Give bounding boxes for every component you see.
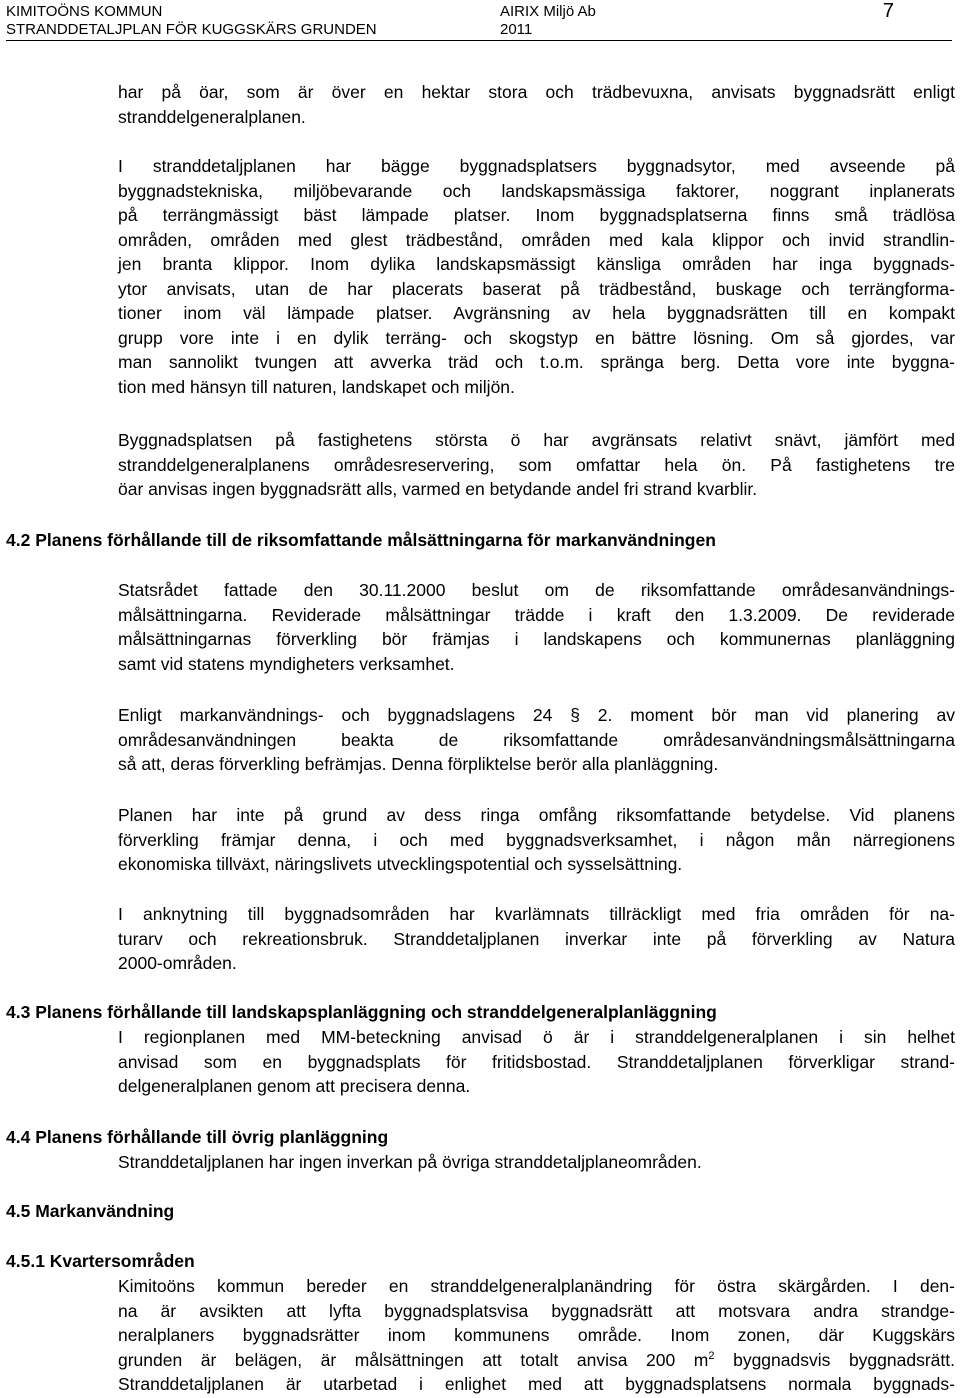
section-heading-4-5-1: 4.5.1 Kvartersområden	[6, 1251, 195, 1271]
text-line: områden, områden med glest trädbestånd, områden med kala klippor och invid strandlin-	[118, 229, 955, 250]
text-line: stranddelgeneralplanen.	[118, 106, 306, 127]
text-line: Byggnadsplatsen på fastighetens största ö har avgränsats relativt snävt, jämfört med	[118, 430, 955, 450]
text-line: Stranddetaljplanen har ingen inverkan på övriga stranddetaljplaneområden.	[118, 1152, 702, 1172]
text-line: har på öar, som är över en hektar stora och trädbevuxna, anvisats byggnadsrätt enligt	[118, 82, 955, 102]
text-line: Kimitoöns kommun bereder en stranddelgeneralplanändring för östra skärgården. I den-	[118, 1276, 955, 1296]
text-line: byggnadstekniska, miljöbevarande och landskapsmässiga faktorer, noggrant inplanerats	[118, 180, 955, 201]
text-line: på terrängmässigt bäst lämpade platser. Inom byggnadsplatserna finns små trädlösa	[118, 205, 955, 225]
text-line: målsättningarna. Reviderade målsättningar trädde i kraft den 1.3.2009. De reviderade	[118, 604, 955, 625]
section-heading-4-2: 4.2 Planens förhållande till de riksomfattande målsättningarna för markanvändningen	[6, 530, 716, 550]
text-segment: grunden är belägen, är målsättningen att totalt anvisa 200 m	[118, 1349, 709, 1370]
text-segment: byggnadsvis byggnadsrätt.	[714, 1349, 955, 1370]
paragraph	[118, 803, 955, 877]
paragraph	[118, 902, 955, 976]
text-line: Planen har inte på grund av dess ringa omfång riksomfattande betydelse. Vid planens	[118, 805, 955, 825]
text-line: I anknytning till byggnadsområden har kvarlämnats tillräckligt med fria områden för na-	[118, 904, 955, 924]
text-line: målsättningarnas förverkling bör främjas i landskapens och kommunernas planläggning	[118, 629, 955, 649]
text-line: I regionplanen med MM-beteckning anvisad ö är i stranddelgeneralplanen i sin helhet	[118, 1027, 955, 1047]
text-line: man sannolikt tvungen att avverka träd och t.o.m. spränga berg. Detta vore inte byggna-	[118, 352, 955, 372]
text-line: Enligt markanvändnings- och byggnadslagens 24 § 2. moment bör man vid planering av	[118, 705, 955, 725]
superscript: 2	[708, 1349, 715, 1362]
text-line: na är avsikten att lyfta byggnadsplatsvisa byggnadsrätt att motsvara andra strandge-	[118, 1300, 955, 1321]
paragraph	[118, 578, 955, 676]
header-rule	[6, 40, 952, 41]
text-line: ytor anvisats, utan de har placerats baserat på trädbestånd, buskage och terrängforma-	[118, 278, 955, 299]
text-line: anvisad som en byggnadsplats för fritidsbostad. Stranddetaljplanen förverkligar strand-	[118, 1051, 955, 1072]
text-line: förverkling främjar denna, i och med byggnadsverksamhet, i någon mån närregionens	[118, 829, 955, 850]
text-line: 2000-områden.	[118, 953, 237, 973]
section-heading-4-3: 4.3 Planens förhållande till landskapsplanläggning och stranddelgeneralplanläggning	[6, 1002, 717, 1022]
paragraph	[118, 154, 955, 399]
text-line: Statsrådet fattade den 30.11.2000 beslut om de riksomfattande områdesanvändnings-	[118, 580, 955, 600]
page-header	[0, 0, 960, 44]
header-municipality: KIMITOÖNS KOMMUN	[6, 3, 163, 20]
paragraph	[118, 428, 955, 502]
paragraph	[118, 1025, 955, 1099]
text-line: ekonomiska tillväxt, näringslivets utvecklingspotential och sysselsättning.	[118, 854, 683, 874]
text-line: samt vid statens myndigheters verksamhet.	[118, 653, 455, 674]
section-heading-4-4: 4.4 Planens förhållande till övrig planläggning	[6, 1127, 389, 1147]
text-line: Stranddetaljplanen är utarbetad i enlighet med att byggnadsplatsens normala byggnads-	[118, 1374, 955, 1394]
paragraph	[118, 80, 955, 129]
text-line: I stranddetaljplanen har bägge byggnadsplatsers byggnadsytor, med avseende på	[118, 156, 955, 176]
text-line: tioner inom väl lämpade platser. Avgränsning av hela byggnadsrätten till en kompakt	[118, 303, 955, 323]
header-plan-title: STRANDDETALJPLAN FÖR KUGGSKÄRS GRUNDEN	[6, 21, 377, 38]
header-company: AIRIX Miljö Ab	[500, 3, 596, 20]
paragraph	[118, 1150, 955, 1175]
text-line	[118, 1348, 955, 1373]
text-line: tion med hänsyn till naturen, landskapet och miljön.	[118, 376, 515, 397]
section-heading-4-5: 4.5 Markanvändning	[6, 1201, 175, 1221]
text-line: grupp vore inte i en dylik terräng- och skogstyp en bättre lösning. Om så gjordes, var	[118, 327, 955, 348]
text-line: turarv och rekreationsbruk. Stranddetaljplanen inverkar inte på förverkling av Natura	[118, 928, 955, 949]
paragraph	[118, 703, 955, 777]
text-line: öar anvisas ingen byggnadsrätt alls, varmed en betydande andel fri strand kvarblir.	[118, 479, 758, 499]
paragraph	[118, 1274, 955, 1397]
text-line: delgeneralplanen genom att precisera denna.	[118, 1076, 471, 1096]
text-line: neralplaners byggnadsrätter inom kommunens område. Inom zonen, där Kuggskärs	[118, 1325, 955, 1345]
text-line: områdesanvändningen beakta de riksomfattande områdesanvändningsmålsättningarna	[118, 729, 955, 750]
page-number: 7	[882, 0, 894, 22]
text-line: så att, deras förverkling befrämjas. Denna förpliktelse berör alla planläggning.	[118, 754, 719, 774]
header-year: 2011	[500, 21, 533, 38]
text-line: stranddelgeneralplanens områdesreservering, som omfattar hela ön. På fastighetens tre	[118, 454, 955, 475]
text-line: jen branta klippor. Inom dylika landskapsmässigt känsliga områden har inga byggnads-	[118, 254, 955, 274]
